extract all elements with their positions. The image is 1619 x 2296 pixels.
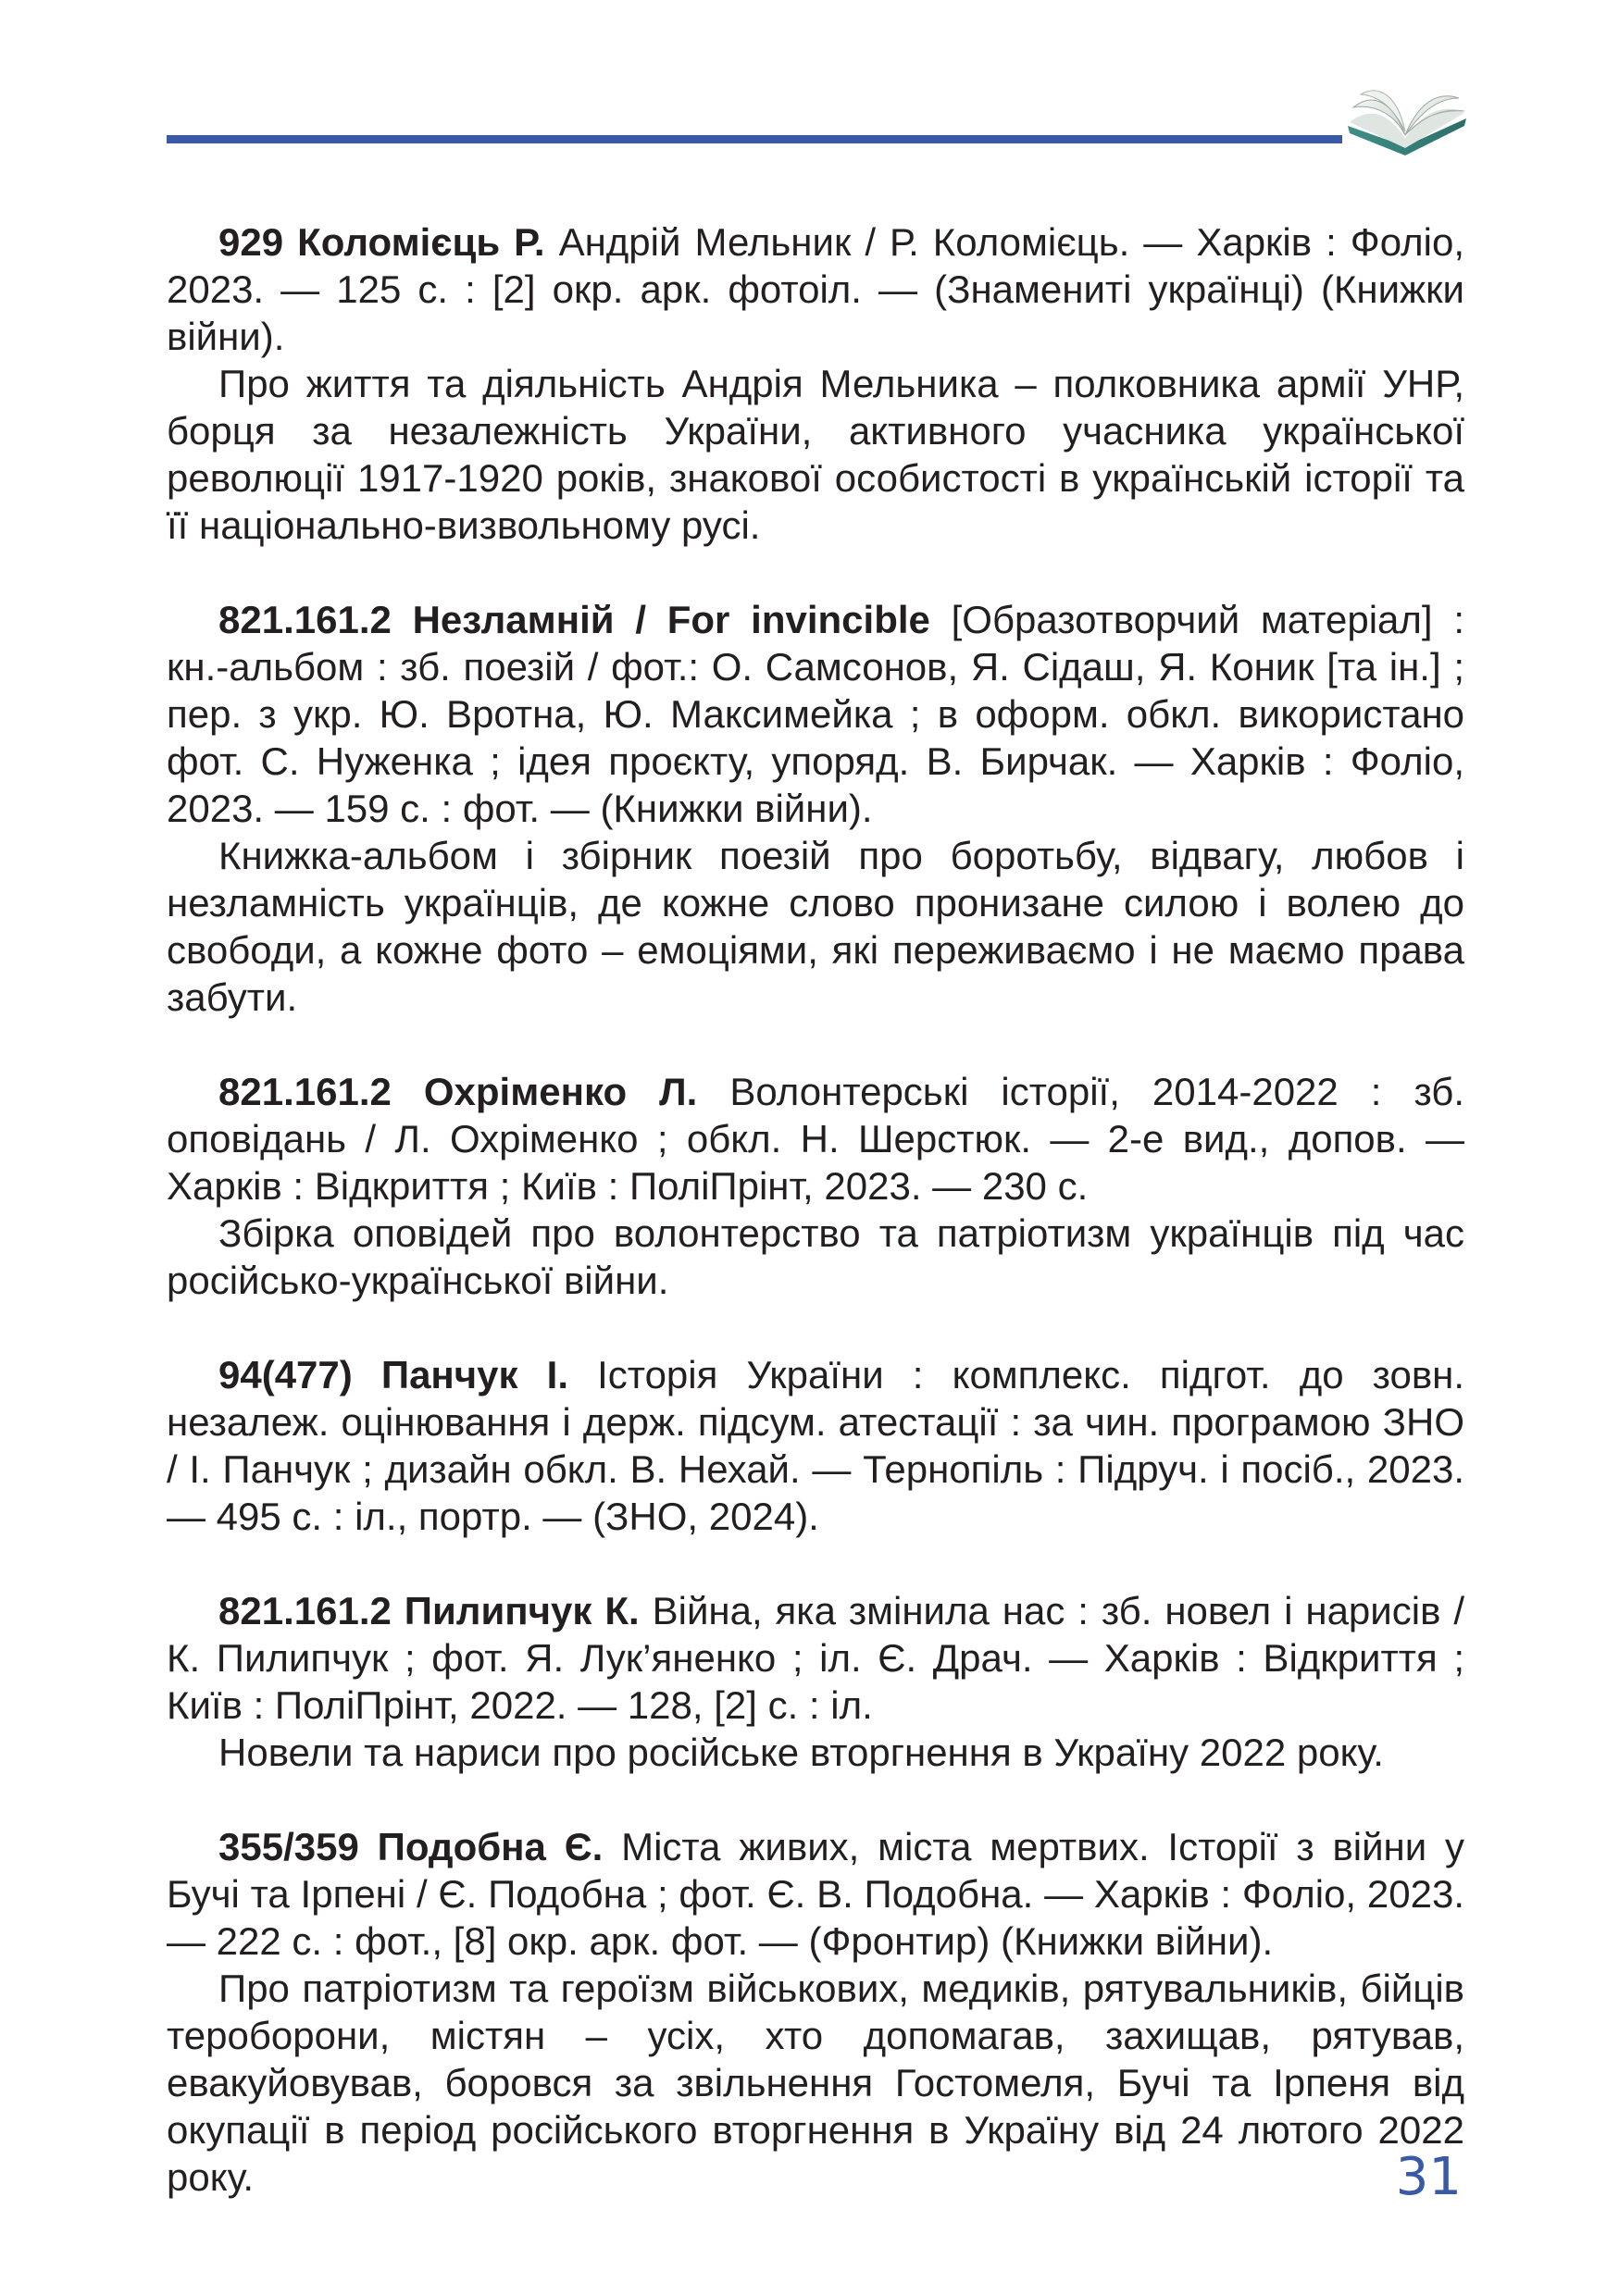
bibliography-entry	[167, 218, 1464, 549]
header-rule	[167, 135, 1342, 143]
entry-citation	[167, 1823, 1464, 1965]
entry-annotation: Про життя та діяльність Андрія Мельника – полковника армії УНР, борця за незалежність України, активного учасника української революції 1917-1920 років, знакової особистості в українській історії та її національно-визвольному русі.	[167, 362, 1464, 547]
entry-heading: 94(477) Панчук І.	[218, 1353, 569, 1396]
entry-citation-text: [Образотворчий матеріал] : кн.-альбом : зб. поезій / фот.: О. Самсонов, Я. Сідаш, Я. Коник [та ін.] ; пер. з укр. Ю. Вротна, Ю. Максимейка ; в оформ. обкл. використано фот. С. Нуженка ; ідея проєкту, упоряд. В. Бирчак. — Харків : Фоліо, 2023. — 159 с. : фот. — (Книжки війни).	[167, 598, 1465, 830]
bibliography-list	[167, 218, 1464, 2248]
open-book-icon	[1340, 70, 1470, 172]
entry-citation	[167, 1587, 1464, 1729]
entry-citation-text: Міста живих, міста мертвих. Історії з війни у Бучі та Ірпені / Є. Подобна ; фот. Є. В. Подобна. — Харків : Фоліо, 2023. — 222 с. : фот., [8] окр. арк. фот. — (Фронтир) (Книжки війни).	[167, 1825, 1465, 1963]
bibliography-entry	[167, 596, 1464, 1021]
bibliography-entry	[167, 1587, 1464, 1776]
entry-annotation: Про патріотизм та героїзм військових, медиків, рятувальників, бійців тероборони, містян – усіх, хто допомагав, захищав, рятував, евакуйовував, боровся за звільнення Гостомеля, Бучі та Ірпеня від окупації в період російського вторгнення в Україну від 24 лютого 2022 року.	[167, 1967, 1464, 2199]
page-number: 31	[1395, 2147, 1462, 2207]
entry-heading: 821.161.2 Охріменко Л.	[218, 1070, 698, 1113]
entry-heading: 929 Коломієць Р.	[218, 220, 545, 264]
bibliography-entry	[167, 1351, 1464, 1540]
entry-citation-text: Історія України : комплекс. підгот. до зовн. незалеж. оцінювання і держ. підсум. атестації : за чин. програмою ЗНО / І. Панчук ; дизайн обкл. В. Нехай. — Тернопіль : Підруч. і посіб., 2023. — 495 с. : іл., портр. — (ЗНО, 2024).	[167, 1353, 1464, 1538]
entry-annotation: Збірка оповідей про волонтерство та патріотизм українців під час російсько-української війни.	[167, 1211, 1464, 1302]
entry-citation	[167, 1068, 1464, 1210]
entry-annotation: Новели та нариси про російське вторгнення в Україну 2022 року.	[218, 1731, 1384, 1774]
entry-citation-text: Волонтерські історії, 2014-2022 : зб. оповідань / Л. Охріменко ; обкл. Н. Шерстюк. — 2-е вид., допов. — Харків : Відкриття ; Київ : ПоліПрінт, 2023. — 230 с.	[167, 1070, 1465, 1208]
entry-citation	[167, 218, 1464, 360]
entry-citation	[167, 596, 1464, 832]
entry-citation-text: Андрій Мельник / Р. Коломієць. — Харків : Фоліо, 2023. — 125 с. : [2] окр. арк. фотоіл. — (Знамениті українці) (Книжки війни).	[167, 220, 1465, 358]
entry-annotation: Книжка-альбом і збірник поезій про боротьбу, відвагу, любов і незламність українців, де кожне слово пронизане силою і волею до свободи, а кожне фото – емоціями, які переживаємо і не маємо права забути.	[167, 834, 1464, 1019]
bibliography-entry	[167, 1823, 1464, 2201]
entry-citation	[167, 1351, 1464, 1540]
entry-heading: 821.161.2 Незламній / For invincible	[218, 598, 930, 641]
bibliography-entry	[167, 1068, 1464, 1304]
entry-citation-text: Війна, яка змінила нас : зб. новел і нарисів / К. Пилипчук ; фот. Я. Лук’яненко ; іл. Є. Драч. — Харків : Відкриття ; Київ : ПоліПрінт, 2022. — 128, [2] с. : іл.	[167, 1589, 1464, 1727]
entry-heading: 355/359 Подобна Є.	[218, 1825, 604, 1868]
entry-heading: 821.161.2 Пилипчук К.	[218, 1589, 640, 1632]
